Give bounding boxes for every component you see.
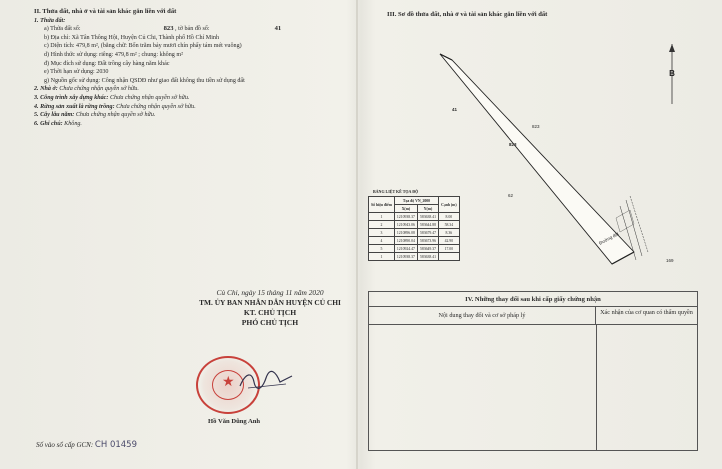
coords-table — [368, 196, 460, 261]
coords-header-y: Y(m) — [417, 205, 438, 213]
sheet-label: , tờ bản đồ số: — [175, 26, 210, 33]
changes-header-row — [369, 307, 697, 325]
section-title-diagram: III. Sơ đồ thửa đất, nhà ở và tài sản khác gắn liền với đất — [387, 11, 548, 18]
handwritten-signature — [236, 368, 296, 392]
parcel-number-label: 823 — [509, 142, 517, 147]
coords-header-point: Số hiệu điểm — [369, 197, 395, 213]
land-parcel-row — [34, 25, 352, 34]
signer-role-2: PHÓ CHỦ TỊCH — [241, 318, 299, 327]
neighbor-right-label: 62 — [508, 193, 514, 198]
item-forest: 4. Rừng sản xuất là rừng trồng: Chưa chứng nhận quyền sở hữu. — [34, 103, 196, 110]
serial-number — [36, 440, 137, 450]
coords-header-edge: Cạnh (m) — [439, 197, 460, 213]
changes-table — [368, 291, 698, 451]
road-label: Đường đất — [598, 231, 620, 246]
changes-title: IV. Những thay đổi sau khi cấp giấy chứng nhận — [369, 292, 697, 307]
item-note: 6. Ghi chú: Không. — [34, 120, 82, 127]
signing-date: Củ Chi, ngày 15 tháng 11 năm 2020 — [216, 288, 324, 297]
neighbor-bottom-label: 169 — [666, 258, 674, 263]
signer-name: Hồ Văn Dũng Anh — [208, 418, 261, 425]
signature-block — [170, 288, 370, 328]
table-row: 5 1210924.47 583649.37 17.00 — [369, 245, 460, 253]
coords-header-x: X(m) — [394, 205, 417, 213]
table-row: 1 1210938.37 583638.41 — [369, 253, 460, 261]
neighbor-right-number-823: 823 — [532, 124, 540, 129]
area-row: c) Diện tích: 479,8 m², (bằng chữ: Bốn trăm bảy mươi chín phẩy tám mét vuông) — [44, 43, 242, 50]
serial-label: Số vào sổ cấp GCN: — [36, 441, 94, 449]
north-label: B — [669, 69, 675, 78]
item-perennial: 5. Cây lâu năm: Chưa chứng nhận quyền sở hữu. — [34, 112, 156, 119]
land-info-section — [34, 8, 352, 128]
issuing-org: TM. ỦY BAN NHÂN DÂN HUYỆN CỦ CHI — [199, 298, 341, 307]
table-row: 2 1210943.06 583644.88 58.34 — [369, 221, 460, 229]
usage-purpose-row: đ) Mục đích sử dụng: Đất trồng cây hàng năm khác — [44, 60, 170, 67]
red-seal-stamp: ★ — [196, 356, 260, 414]
page-fold — [356, 0, 358, 469]
signer-role-1: KT. CHỦ TỊCH — [243, 308, 297, 317]
table-row: 1 1210938.37 583638.41 8.00 — [369, 213, 460, 221]
changes-divider — [596, 325, 597, 451]
usage-form-row: d) Hình thức sử dụng: riêng: 479,8 m² ; chung: không m² — [44, 51, 183, 58]
usage-origin-row: g) Nguồn gốc sử dụng: Công nhận QSDĐ như giao đất không thu tiền sử dụng đất — [44, 77, 245, 84]
table-row: 4 1210890.04 583673.96 42.90 — [369, 237, 460, 245]
usage-term-row: e) Thời hạn sử dụng: 2030 — [44, 69, 109, 76]
section-title-land: II. Thửa đất, nhà ở và tài sản khác gắn liền với đất — [34, 8, 177, 15]
serial-value: CH 01459 — [94, 440, 137, 450]
coords-table-title: BẢNG LIỆT KÊ TỌA ĐỘ — [373, 189, 419, 194]
parcel-number: 823 — [163, 25, 174, 33]
table-row: 3 1210896.08 583679.47 8.36 — [369, 229, 460, 237]
item-construction: 3. Công trình xây dựng khác: Chưa chứng nhận quyền sở hữu. — [34, 94, 190, 101]
coords-header-row — [369, 197, 460, 205]
address-row: b) Địa chỉ: Xã Tân Thông Hội, Huyện Củ Chi, Thành phố Hồ Chí Minh — [44, 34, 220, 41]
neighbor-top-label: 41 — [452, 107, 458, 112]
parcel-label: a) Thửa đất số: — [44, 26, 81, 33]
coords-header-system: Tọa độ VN_2000 — [394, 197, 438, 205]
changes-col-confirm: Xác nhận của cơ quan có thẩm quyền — [600, 309, 693, 316]
land-title: 1. Thửa đất: — [34, 17, 66, 24]
sheet-number: 41 — [274, 25, 282, 33]
item-house: 2. Nhà ở: Chưa chứng nhận quyền sở hữu. — [34, 86, 139, 93]
changes-col-content: Nội dung thay đổi và cơ sở pháp lý — [369, 307, 596, 324]
